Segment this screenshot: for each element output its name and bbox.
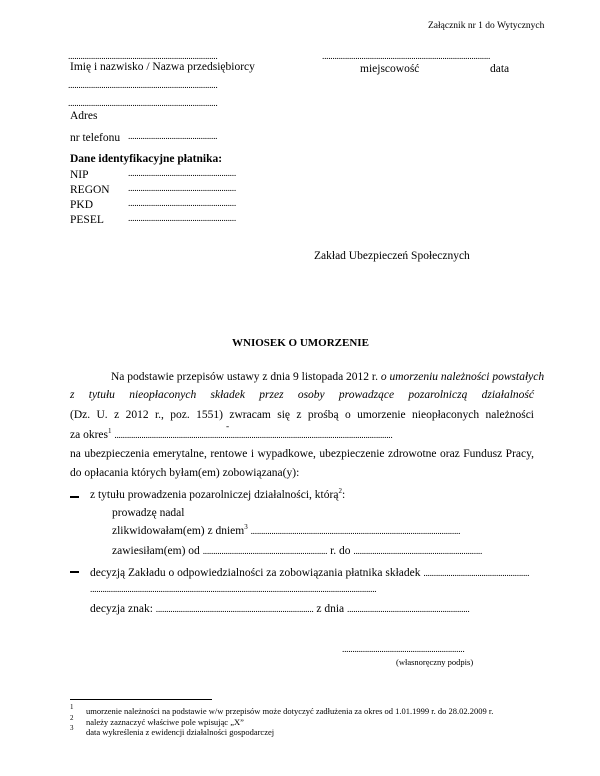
- section2-field-2[interactable]: ..........................................................................................................................................: [90, 585, 377, 595]
- pesel-field[interactable]: ....................................................: [128, 214, 236, 224]
- section1-colon: :: [341, 489, 346, 501]
- recipient: Zakład Ubezpieczeń Społecznych: [314, 250, 470, 262]
- body-line-1-normal: Na podstawie przepisów ustawy z dnia 9 listopada 2012 r.: [111, 371, 378, 383]
- place-label: miejscowość: [360, 63, 420, 75]
- nip-field[interactable]: ....................................................: [128, 169, 236, 179]
- pesel-label: PESEL: [70, 214, 104, 226]
- footnote-separator: [70, 699, 212, 700]
- suspended-to-field[interactable]: ..............................................................: [353, 547, 483, 557]
- footnote-ref-3: 3: [244, 523, 248, 532]
- name-label: Imię i nazwisko / Nazwa przedsiębiorcy: [70, 61, 255, 73]
- body-line-6: do opłacania których byłam(em) zobowiązana(y):: [70, 467, 300, 479]
- body-line-2: z tytułu nieopłaconych składek przez osoby prowadzące pozarolniczą działalność: [70, 389, 534, 401]
- footnote-1-num: 1: [70, 703, 74, 712]
- pkd-label: PKD: [70, 199, 94, 211]
- regon-label: REGON: [70, 184, 110, 196]
- checkbox-dash-1[interactable]: [70, 496, 79, 498]
- section1-title: [90, 489, 345, 501]
- section1-title-text: z tytułu prowadzenia pozarolniczej działalności, którą: [90, 489, 339, 501]
- annex-note: Załącznik nr 1 do Wytycznych: [428, 21, 545, 31]
- section2-title: [90, 567, 529, 579]
- option-suspended-label: zawiesiłam(em) od: [112, 545, 200, 557]
- body-line-1-italic: o umorzeniu należności powstałych: [380, 371, 545, 383]
- section2-field[interactable]: ...................................................: [423, 569, 530, 579]
- id-heading: Dane identyfikacyjne płatnika:: [70, 153, 223, 165]
- decision-label: decyzja znak:: [90, 603, 153, 615]
- date-label: data: [490, 63, 510, 75]
- footnote-ref-2: 2: [338, 487, 342, 496]
- body-line-4: [70, 429, 392, 441]
- option-liquidated-label: zlikwidowałam(em) z dniem: [112, 525, 245, 537]
- footnote-ref-1: 1: [108, 427, 112, 436]
- phone-label: nr telefonu: [70, 132, 121, 144]
- body-line-3: (Dz. U. z 2012 r., poz. 1551) zwracam się z prośbą o umorzenie nieopłaconych należności: [70, 409, 534, 421]
- checkbox-dash-2[interactable]: [70, 571, 79, 573]
- phone-field[interactable]: ...........................................: [128, 132, 218, 142]
- footnote-2-text: należy zaznaczyć właściwe pole wpisując „X”: [86, 717, 244, 727]
- option-ongoing[interactable]: prowadzę nadal: [112, 507, 185, 519]
- footnote-3-text: data wykreślenia z ewidencji działalności gospodarczej: [86, 727, 275, 737]
- decision-date-field[interactable]: ...........................................................: [347, 605, 470, 615]
- place-date-field[interactable]: .................................................................................: [322, 52, 491, 62]
- address-label: Adres: [70, 110, 98, 122]
- footnote-1-text: umorzenie należności na podstawie w/w przepisów może dotyczyć zadłużenia za okres od 1.01.1999 r. do 28.02.2009 r.: [86, 706, 494, 716]
- suspended-from-field[interactable]: ............................................................: [202, 547, 328, 557]
- address-field-1[interactable]: ........................................................................: [68, 81, 218, 91]
- name-field[interactable]: ........................................................................: [68, 52, 218, 62]
- footnote-3: [70, 726, 74, 736]
- pkd-field[interactable]: ....................................................: [128, 199, 236, 209]
- address-field-2[interactable]: ........................................................................: [68, 99, 218, 109]
- decision-number-field[interactable]: ............................................................................: [155, 605, 314, 615]
- form-title: WNIOSEK O UMORZENIE: [232, 337, 369, 349]
- nip-label: NIP: [70, 169, 89, 181]
- signature-label: (własnoręczny podpis): [396, 657, 474, 667]
- option-suspended[interactable]: [112, 545, 482, 557]
- liquidated-date-field[interactable]: .....................................................................................................: [250, 527, 461, 537]
- signature-field[interactable]: ...........................................................: [342, 645, 465, 655]
- regon-field[interactable]: ....................................................: [128, 184, 236, 194]
- decision-row: [90, 603, 469, 615]
- footnote-3-num: 3: [70, 724, 74, 733]
- period-field[interactable]: ......................................................................................................................................: [114, 431, 393, 441]
- suspended-to-label: r. do: [330, 545, 351, 557]
- option-liquidated[interactable]: [112, 525, 460, 537]
- decision-date-label: z dnia: [316, 603, 345, 615]
- footnote-2-num: 2: [70, 714, 74, 723]
- period-label: za okres: [70, 429, 108, 441]
- section2-title-text: decyzją Zakładu o odpowiedzialności za zobowiązania płatnika składek: [90, 567, 421, 579]
- body-line-5: na ubezpieczenia emerytalne, rentowe i wypadkowe, ubezpieczenie zdrowotne oraz Fundusz Pracy,: [70, 448, 534, 460]
- body-line-1: [111, 371, 544, 383]
- period-hyphen: -: [226, 422, 230, 432]
